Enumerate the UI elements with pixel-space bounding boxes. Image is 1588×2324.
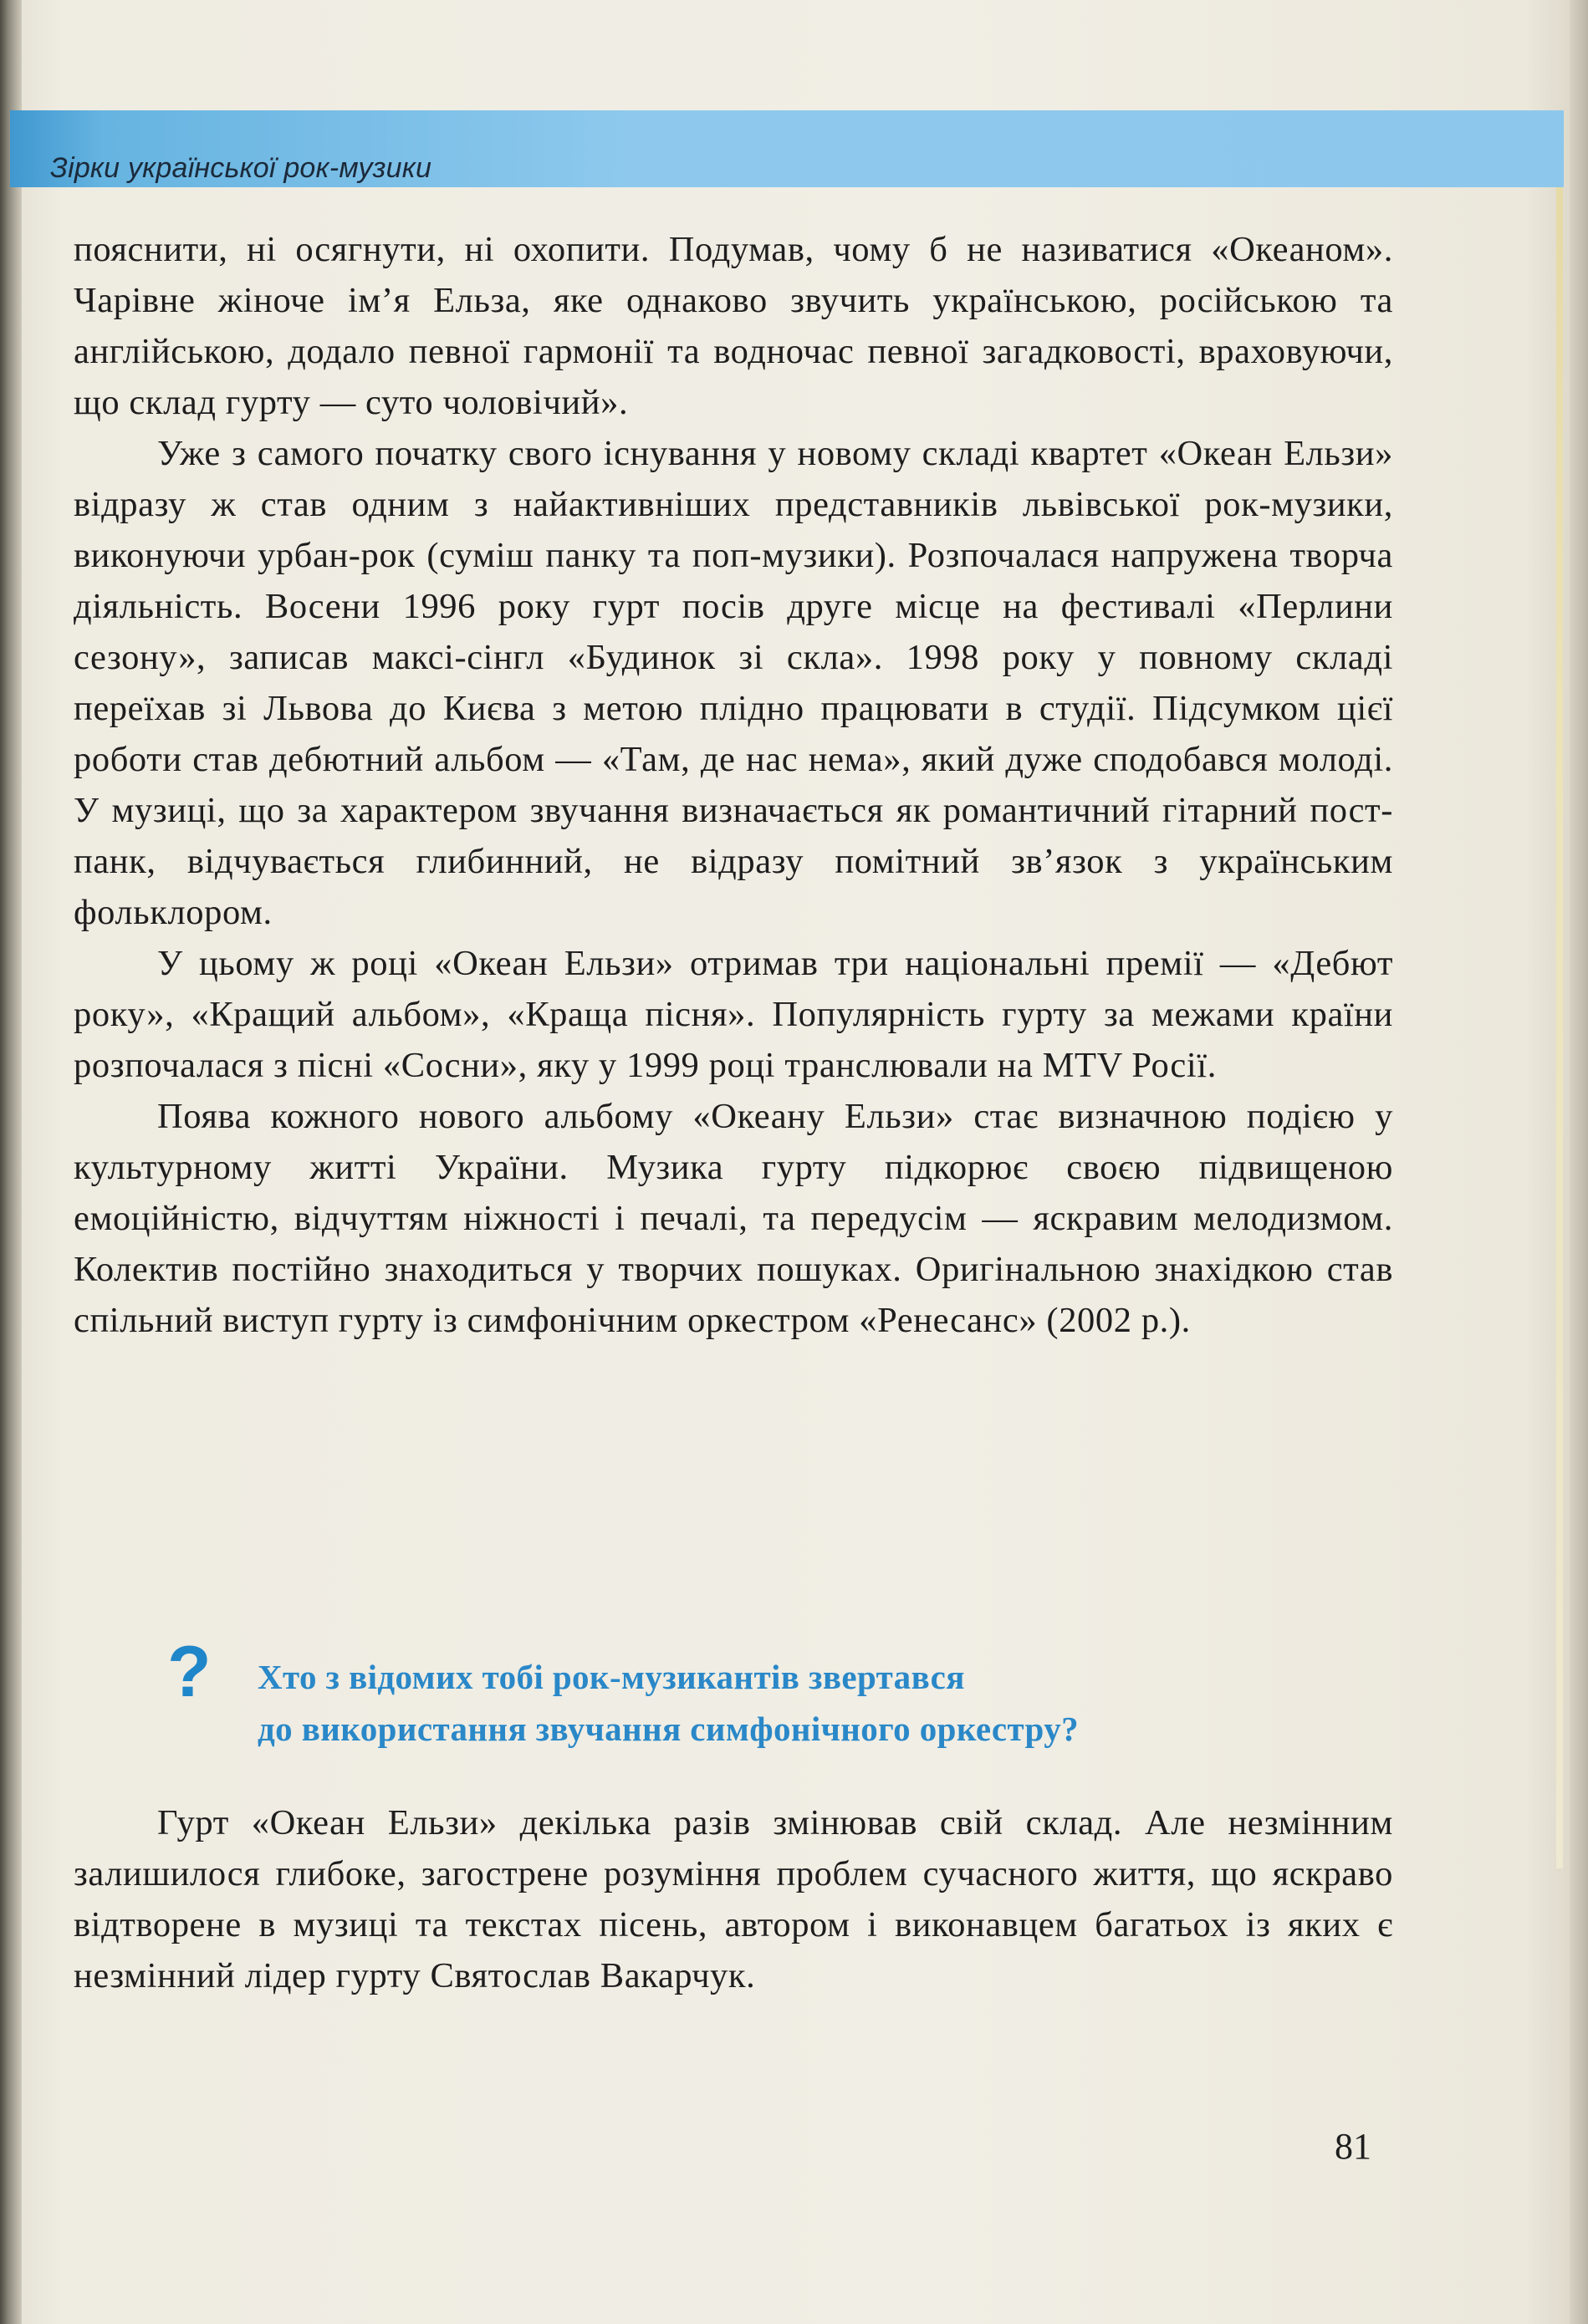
page-right-edge: [1570, 0, 1588, 2324]
paragraph: Уже з самого початку свого існування у новому складі квартет «Океан Ельзи» відразу ж став одним з найактивніших представників львівської рок-музики, виконуючи урбан-рок (суміш панку та поп-музики). Розпочалася напружена творча діяльність. Восени 1996 року гурт посів друге місце на фестивалі «Перлини сезону», записав максі-сінгл «Будинок зі скла». 1998 року у повному складі переїхав зі Львова до Києва з метою плідно працювати в студії. Підсумком цієї роботи став дебютний альбом — «Там, де нас нема», який дуже сподобався молоді. У музиці, що за характером звучання визначається як романтичний гітарний пост-панк, відчувається глибинний, не відразу помітний зв’язок з українським фольклором.: [74, 434, 1393, 932]
paragraph: У цьому ж році «Океан Ельзи» отримав три національні премії — «Дебют року», «Кращий альбом», «Краща пісня». Популярність гурту за межами країни розпочалася з пісні «Сосни», яку у 1999 році транслювали на MTV Росії.: [74, 944, 1393, 1085]
question-text: [258, 1651, 1428, 1755]
question-line: Хто з відомих тобі рок-музикантів звертався: [258, 1658, 965, 1696]
question-line: до використання звучання симфонічного оркестру?: [258, 1710, 1080, 1748]
page-margin-accent: [1556, 146, 1563, 1868]
page-binding-edge: [0, 0, 22, 2324]
closing-text: [74, 1797, 1393, 2001]
question-mark-icon: ?: [167, 1632, 212, 1712]
page-number: 81: [1335, 2126, 1371, 2167]
paragraph: Гурт «Океан Ельзи» декілька разів змінював свій склад. Але незмінним залишилося глибоке, загострене розуміння проблем сучасного життя, що яскраво відтворене в музиці та текстах пісень, автором і виконавцем багатьох із яких є незмінний лідер гурту Святослав Вакарчук.: [74, 1803, 1393, 1995]
paragraph: Поява кожного нового альбому «Океану Ельзи» стає визначною подією у культурному житті України. Музика гурту підкорює своєю підвищеною емоційністю, відчуттям ніжності і печалі, та передусім — яскравим мелодизмом. Колектив постійно знаходиться у творчих пошуках. Оригінальною знахідкою став спільний виступ гурту із симфонічним оркестром «Ренесанс» (2002 р.).: [74, 1097, 1393, 1340]
main-text: [74, 224, 1393, 1346]
paragraph: пояснити, ні осягнути, ні охопити. Подумав, чому б не називатися «Океаном». Чарівне жіноче ім’я Ельза, яке однаково звучить українською, російською та англійською, додало певної гармонії та водночас певної загадковості, враховуючи, що склад гурту — суто чоловічий».: [74, 230, 1393, 422]
section-title: Зірки української рок-музики: [50, 152, 432, 184]
